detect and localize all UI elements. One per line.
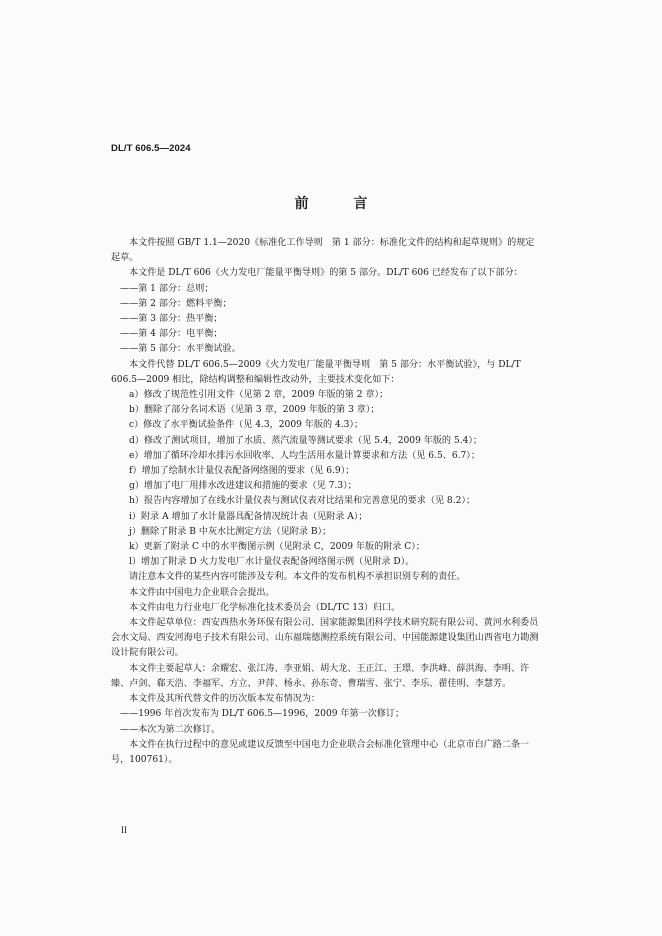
paragraph-drafters: 本文件主要起草人：余耀宏、张江涛、李亚娟、胡大龙、王正江、王璟、李洪峰、薛洪海、李明、许臻、卢剑、郗天浩、李福军、方立、尹萍、杨永、孙东奇、曹瑞雪、张宁、李乐、翟佳明、李慧芳。 xyxy=(111,663,530,689)
paragraph-drafting-rule: 本文件按照 GB/T 1.1—2020《标准化工作导则 第 1 部分：标准化文件的结构和起草规则》的规定起草。 xyxy=(111,238,535,264)
page-number: II xyxy=(121,825,127,835)
list-item: ——第 5 部分：水平衡试验。 xyxy=(120,344,241,355)
foreword-body xyxy=(111,236,542,768)
list-item: f）增加了绘制水计量仪表配备网络图的要求（见 6.9）； xyxy=(129,466,355,477)
list-item: ——第 4 部分：电平衡； xyxy=(120,329,223,340)
list-item: i）附录 A 增加了水计量器具配备情况统计表（见附录 A）； xyxy=(129,511,368,522)
paragraph-history-intro: 本文件及其所代替文件的历次版本发布情况为： xyxy=(129,694,320,705)
paragraph-committee: 本文件由电力行业电厂化学标准化技术委员会（DL/TC 13）归口。 xyxy=(129,602,401,613)
list-item: d）修改了测试项目，增加了水质、蒸汽流量等测试要求（见 5.4，2009 年版的 5.4）； xyxy=(129,435,483,446)
document-code: DL/T 606.5—2024 xyxy=(111,143,191,154)
parts-list xyxy=(111,282,542,358)
list-item: ——第 3 部分：热平衡； xyxy=(120,314,223,325)
list-item: c）修改了水平衡试验条件（见 4.3，2009 年版的 4.3）； xyxy=(129,420,364,431)
changes-list xyxy=(111,388,542,570)
paragraph-proposer: 本文件由中国电力企业联合会提出。 xyxy=(129,587,275,598)
list-item: g）增加了电厂用排水改进建议和措施的要求（见 7.3）； xyxy=(129,481,357,492)
paragraph-replaces: 本文件代替 DL/T 606.5—2009《火力发电厂能量平衡导则 第 5 部分：水平衡试验》，与 DL/T 606.5—2009 相比，除结构调整和编辑性改动外，主要技术变化如下： xyxy=(111,359,521,385)
list-item: a）修改了规范性引用文件（见第 2 章，2009 年版的第 2 章）； xyxy=(129,390,389,401)
list-item: ——第 1 部分：总则； xyxy=(120,283,214,294)
list-item: ——本次为第二次修订。 xyxy=(120,724,221,735)
list-item: j）删除了附录 B 中灰水比测定方法（见附录 B）； xyxy=(129,526,332,537)
list-item: e）增加了循环冷却水排污水回收率、人均生活用水量计算要求和方法（见 6.5、6.7）； xyxy=(129,450,480,461)
list-item: h）报告内容增加了在线水计量仪表与测试仪表对比结果和完善意见的要求（见 8.2）； xyxy=(129,496,476,507)
paragraph-patent: 请注意本文件的某些内容可能涉及专利。本文件的发布机构不承担识别专利的责任。 xyxy=(129,572,466,583)
page-title: 前 言 xyxy=(294,196,388,212)
paragraph-drafting-units: 本文件起草单位：西安西热水务环保有限公司、国家能源集团科学技术研究院有限公司、黄河水利委员会水文局、西安河海电子技术有限公司、山东福瑞德测控系统有限公司、中国能源建设集团山西省电力勘测设计院有限公司。 xyxy=(111,618,539,659)
list-item: ——第 2 部分：燃料平衡； xyxy=(120,298,232,309)
list-item: k）更新了附录 C 中的水平衡图示例（见附录 C，2009 年版的附录 C）； xyxy=(129,542,425,553)
paragraph-feedback: 本文件在执行过程中的意见或建议反馈至中国电力企业联合会标准化管理中心（北京市白广路二条一号，100761）。 xyxy=(111,739,530,765)
history-list xyxy=(111,707,542,737)
list-item: b）删除了部分名词术语（见第 3 章，2009 年版的第 3 章）； xyxy=(129,405,380,416)
list-item: l）增加了附录 D 火力发电厂水计量仪表配备网络图示例（见附录 D）。 xyxy=(129,557,415,568)
list-item: ——1996 年首次发布为 DL/T 606.5—1996，2009 年第一次修订； xyxy=(120,709,405,720)
paragraph-series: 本文件是 DL/T 606《火力发电厂能量平衡导则》的第 5 部分。DL/T 606 已经发布了以下部分： xyxy=(129,268,523,279)
